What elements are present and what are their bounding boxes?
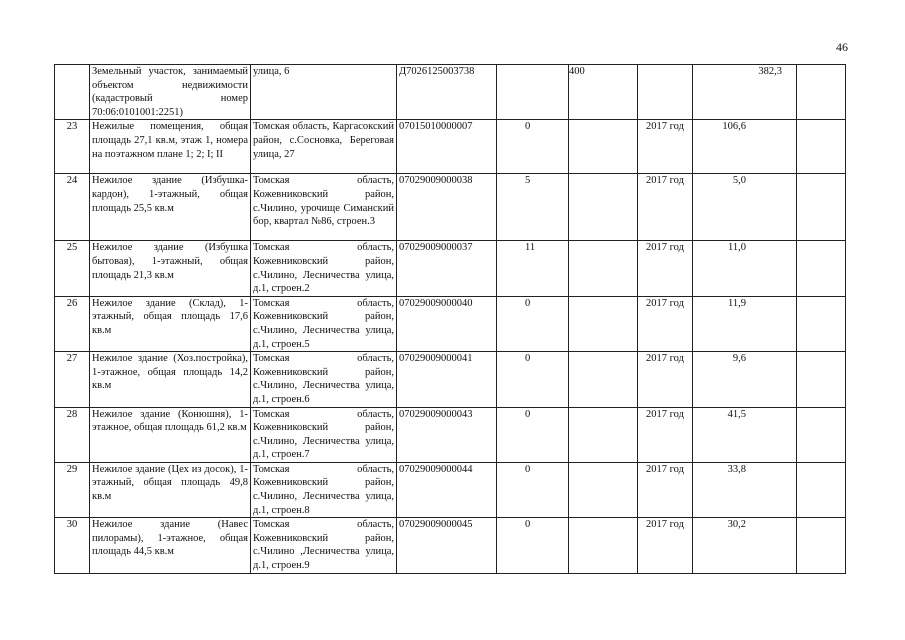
area-cell [569, 296, 638, 351]
registry-code-cell: 07029009000037 [397, 241, 497, 296]
quantity-cell: 0 [497, 462, 569, 517]
page-number: 46 [836, 40, 848, 54]
object-name-cell: Нежилое здание (Хоз.постройка), 1-этажное, общая площадь 14,2 кв.м [90, 352, 251, 407]
registry-code-cell: 07029009000043 [397, 407, 497, 462]
registry-body [55, 65, 846, 574]
area-cell [569, 241, 638, 296]
table-row [55, 174, 846, 241]
object-address-cell: Томская область, Кожевниковский район, с.Чилино, Лесничества улица, д.1, строен.2 [251, 241, 397, 296]
area-cell [569, 352, 638, 407]
object-address-cell: Томская область, Кожевниковский район, с.Чилино, Лесничества улица, д.1, строен.8 [251, 462, 397, 517]
year-cell: 2017 год [638, 407, 693, 462]
year-cell: 2017 год [638, 518, 693, 573]
quantity-cell: 0 [497, 518, 569, 573]
object-address-cell: Томская область, Кожевниковский район, с.Чилино ,Лесничества улица, д.1, строен.9 [251, 518, 397, 573]
object-address-cell: Томская область, Кожевниковский район, с.Чилино, Лесничества улица, д.1, строен.7 [251, 407, 397, 462]
area-cell [569, 174, 638, 241]
object-address-cell: Томская область, Кожевниковский район, с.Чилино, урочище Симанский бор, квартал №86, строен.3 [251, 174, 397, 241]
table-row [55, 352, 846, 407]
area-cell [569, 407, 638, 462]
row-number-cell: 30 [55, 518, 90, 573]
quantity-cell [497, 65, 569, 120]
object-name-cell: Нежилые помещения, общая площадь 27,1 кв.м, этаж 1, номера на поэтажном плане 1; 2; I; II [90, 120, 251, 174]
area-cell [569, 120, 638, 174]
value-cell: 382,3 [693, 65, 797, 120]
object-name-cell: Нежилое здание (Цех из досок), 1-этажный, общая площадь 49,8 кв.м [90, 462, 251, 517]
registry-code-cell: 07029009000040 [397, 296, 497, 351]
row-number-cell: 27 [55, 352, 90, 407]
year-cell [638, 65, 693, 120]
note-cell [797, 65, 846, 120]
registry-code-cell: 07015010000007 [397, 120, 497, 174]
note-cell [797, 462, 846, 517]
value-cell: 11,0 [693, 241, 797, 296]
value-cell: 106,6 [693, 120, 797, 174]
object-address-cell: Томская область, Кожевниковский район, с.Чилино, Лесничества улица, д.1, строен.5 [251, 296, 397, 351]
year-cell: 2017 год [638, 120, 693, 174]
object-name-cell: Земельный участок, занимаемый объектом недвижимости (кадастровый номер 70:06:0101001:2251) [90, 65, 251, 120]
year-cell: 2017 год [638, 462, 693, 517]
table-row [55, 241, 846, 296]
area-cell: 400 [569, 65, 638, 120]
quantity-cell: 0 [497, 407, 569, 462]
object-address-cell: улица, 6 [251, 65, 397, 120]
row-number-cell: 23 [55, 120, 90, 174]
value-cell: 41,5 [693, 407, 797, 462]
year-cell: 2017 год [638, 241, 693, 296]
registry-code-cell: 07029009000038 [397, 174, 497, 241]
area-cell [569, 518, 638, 573]
table-row [55, 296, 846, 351]
quantity-cell: 11 [497, 241, 569, 296]
table-row [55, 518, 846, 573]
quantity-cell: 0 [497, 296, 569, 351]
object-name-cell: Нежилое здание (Навес пилорамы), 1-этажное, общая площадь 44,5 кв.м [90, 518, 251, 573]
object-address-cell: Томская область, Каргасокский район, с.Сосновка, Береговая улица, 27 [251, 120, 397, 174]
note-cell [797, 518, 846, 573]
note-cell [797, 407, 846, 462]
note-cell [797, 174, 846, 241]
note-cell [797, 352, 846, 407]
registry-code-cell: Д7026125003738 [397, 65, 497, 120]
note-cell [797, 241, 846, 296]
property-registry-table [54, 64, 846, 574]
row-number-cell: 29 [55, 462, 90, 517]
row-number-cell: 24 [55, 174, 90, 241]
object-name-cell: Нежилое здание (Конюшня), 1-этажное, общая площадь 61,2 кв.м [90, 407, 251, 462]
quantity-cell: 5 [497, 174, 569, 241]
year-cell: 2017 год [638, 296, 693, 351]
quantity-cell: 0 [497, 120, 569, 174]
row-number-cell [55, 65, 90, 120]
quantity-cell: 0 [497, 352, 569, 407]
value-cell: 30,2 [693, 518, 797, 573]
value-cell: 9,6 [693, 352, 797, 407]
year-cell: 2017 год [638, 174, 693, 241]
row-number-cell: 28 [55, 407, 90, 462]
registry-code-cell: 07029009000044 [397, 462, 497, 517]
year-cell: 2017 год [638, 352, 693, 407]
note-cell [797, 120, 846, 174]
object-address-cell: Томская область, Кожевниковский район, с.Чилино, Лесничества улица, д.1, строен.6 [251, 352, 397, 407]
table-row [55, 407, 846, 462]
object-name-cell: Нежилое здание (Избушка бытовая), 1-этажный, общая площадь 21,3 кв.м [90, 241, 251, 296]
registry-code-cell: 07029009000045 [397, 518, 497, 573]
row-number-cell: 26 [55, 296, 90, 351]
object-name-cell: Нежилое здание (Избушка-кардон), 1-этажный, общая площадь 25,5 кв.м [90, 174, 251, 241]
note-cell [797, 296, 846, 351]
registry-code-cell: 07029009000041 [397, 352, 497, 407]
value-cell: 33,8 [693, 462, 797, 517]
area-cell [569, 462, 638, 517]
table-row [55, 462, 846, 517]
row-number-cell: 25 [55, 241, 90, 296]
table-row [55, 65, 846, 120]
value-cell: 11,9 [693, 296, 797, 351]
object-name-cell: Нежилое здание (Склад), 1-этажный, общая площадь 17,6 кв.м [90, 296, 251, 351]
value-cell: 5,0 [693, 174, 797, 241]
table-row [55, 120, 846, 174]
